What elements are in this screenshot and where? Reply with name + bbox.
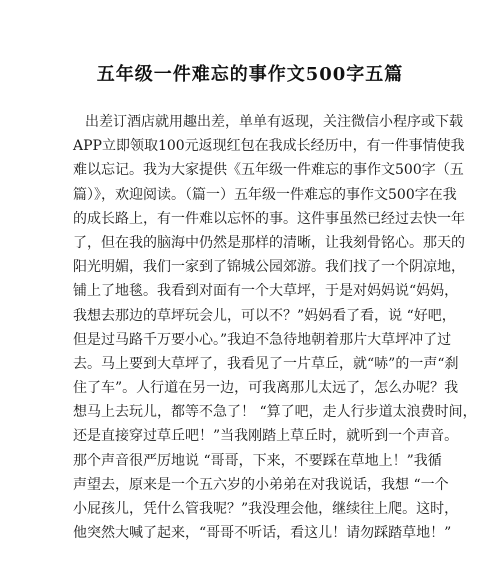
text-line: 那个声音很严厉地说 “哥哥，下来，不要踩在草地上！”我循 — [73, 452, 442, 469]
text-line: 还是直接穿过草丘吧！”当我刚踏上草丘时，就听到一个声音。 — [73, 428, 459, 445]
text-line: 铺上了地毯。我看到对面有一个大草坪，于是对妈妈说“妈妈， — [73, 283, 459, 300]
document-title: 五年级一件难忘的事作文500字五篇 — [96, 64, 404, 85]
text-line: 篇）》，欢迎阅读。（篇一）五年级一件难忘的事作文500字在我 — [73, 186, 457, 203]
text-line: 住了车”。人行道在另一边，可我离那儿太远了，怎么办呢？我 — [73, 380, 459, 397]
text-line: 去。马上要到大草坪了，我看见了一片草丘，就“哧”的一声“刹 — [73, 355, 459, 372]
text-line: 难以忘记。我为大家提供《五年级一件难忘的事作文500字（五 — [73, 162, 464, 179]
text-line: 的成长路上，有一件难以忘怀的事。这件事虽然已经过去快一年 — [73, 210, 465, 227]
text-line: 他突然大喊了起来，“哥哥不听话，看这儿！请勿踩踏草地！” — [73, 525, 452, 542]
text-line: 小屁孩儿，凭什么管我呢？”我没理会他，继续往上爬。这时， — [73, 501, 459, 517]
text-line: 声望去，原来是一个五六岁的小弟弟在对我说话，我想 “一个 — [73, 476, 449, 493]
text-line: 想马上去玩儿，都等不急了！ “算了吧，走人行步道太浪费时间， — [73, 404, 477, 421]
text-line: 但是过马路千万要小心。”我迫不急待地朝着那片大草坪冲了过 — [73, 331, 452, 348]
text-line: 了，但在我的脑海中仍然是那样的清晰，让我刻骨铭心。那天的 — [73, 234, 465, 251]
text-line: APP立即领取100元返现红包在我成长经历中，有一件事情使我 — [73, 138, 465, 155]
text-line: 出差订酒店就用趣出差，单单有返现，关注微信小程序或下载 — [85, 114, 463, 130]
text-line: 我想去那边的草坪玩会儿，可以不？”妈妈看了看，说 “好吧， — [73, 307, 456, 324]
text-line: 阳光明媚，我们一家到了锦城公园郊游。我们找了一个阴凉地， — [73, 259, 465, 276]
document-body — [73, 110, 477, 545]
